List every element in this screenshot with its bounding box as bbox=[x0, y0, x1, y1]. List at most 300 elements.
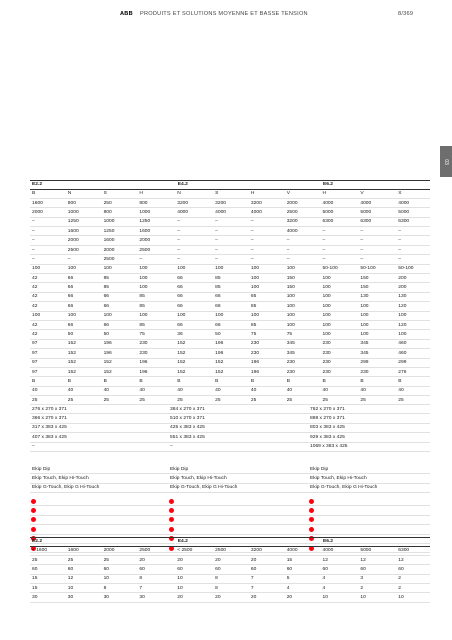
dimensions-section bbox=[30, 405, 430, 452]
bottom-cell: 10 bbox=[396, 593, 430, 602]
trip-cell: Ekip G-Touch, Ekip G Hi-Touch bbox=[32, 485, 100, 491]
bottom-cell: 60 bbox=[137, 565, 175, 574]
main-cell: B bbox=[102, 377, 138, 386]
section-tab: 03 bbox=[440, 146, 452, 177]
main-cell: 1600 bbox=[66, 227, 102, 236]
availability-dot-icon bbox=[169, 527, 174, 532]
availability-dot-icon bbox=[31, 499, 36, 504]
main-cell: 345 bbox=[358, 339, 396, 348]
main-cell: 97 bbox=[30, 358, 66, 367]
main-cell: 50-100 bbox=[358, 264, 396, 273]
main-cell: 230 bbox=[320, 339, 358, 348]
availability-dot-icon bbox=[309, 499, 314, 504]
main-cell: 150 bbox=[285, 274, 321, 283]
bottom-group-header bbox=[30, 538, 430, 547]
main-row bbox=[30, 302, 430, 311]
main-cell: 800 bbox=[137, 198, 175, 207]
main-cell: 460 bbox=[396, 339, 430, 348]
bottom-cell: 12 bbox=[358, 555, 396, 564]
main-cell: 152 bbox=[175, 339, 213, 348]
main-cell: 460 bbox=[396, 349, 430, 358]
main-cell: 100 bbox=[66, 264, 102, 273]
main-cell: 200 bbox=[396, 274, 430, 283]
bottom-cell: 60 bbox=[285, 565, 321, 574]
main-cell: 2500 bbox=[102, 255, 138, 264]
main-cell: 230 bbox=[285, 367, 321, 376]
main-cell: 196 bbox=[213, 349, 249, 358]
main-cell: 100 bbox=[320, 311, 358, 320]
availability-dot-icon bbox=[169, 517, 174, 522]
bottom-cell: 60 bbox=[102, 565, 138, 574]
trip-cell: Ekip Touch, Ekip Hi-Touch bbox=[32, 475, 89, 481]
bottom-cell: 60 bbox=[66, 565, 102, 574]
main-cell: 4000 bbox=[175, 208, 213, 217]
main-cell: 3200 bbox=[249, 198, 285, 207]
bottom-cell: 20 bbox=[175, 555, 213, 564]
bottom-cell: 4 bbox=[320, 584, 358, 593]
bottom-row bbox=[30, 546, 430, 555]
dims-cell: 762 x 270 x 371 bbox=[310, 406, 345, 412]
bottom-cell: 15 bbox=[30, 584, 66, 593]
main-cell: – bbox=[358, 245, 396, 254]
main-cell: 2500 bbox=[285, 208, 321, 217]
main-cell: 2000 bbox=[285, 198, 321, 207]
dims-cell: 366 x 270 x 371 bbox=[32, 415, 67, 421]
bottom-cell: < 2500 bbox=[175, 546, 213, 555]
bottom-group-2: E6.2 bbox=[320, 538, 430, 547]
main-cell: 100 bbox=[249, 311, 285, 320]
main-cell: 100 bbox=[285, 302, 321, 311]
main-cell: N bbox=[66, 189, 102, 198]
main-cell: 25 bbox=[175, 396, 213, 405]
main-cell: 100 bbox=[137, 274, 175, 283]
main-cell: 25 bbox=[137, 396, 175, 405]
main-cell: 230 bbox=[285, 358, 321, 367]
main-cell: 196 bbox=[213, 339, 249, 348]
main-cell: 1250 bbox=[137, 217, 175, 226]
availability-dot-icon bbox=[169, 508, 174, 513]
main-cell: 4000 bbox=[213, 208, 249, 217]
bottom-cell: 5 bbox=[285, 574, 321, 583]
availability-dot-icon bbox=[309, 508, 314, 513]
availability-dot-icon bbox=[309, 517, 314, 522]
bottom-cell: 20 bbox=[175, 593, 213, 602]
main-cell: 1250 bbox=[66, 217, 102, 226]
main-cell: 42 bbox=[30, 283, 66, 292]
main-cell: 152 bbox=[175, 367, 213, 376]
main-cell: 4000 bbox=[249, 208, 285, 217]
main-cell: 800 bbox=[102, 208, 138, 217]
main-cell: 196 bbox=[249, 367, 285, 376]
bottom-cell: 8 bbox=[213, 574, 249, 583]
main-cell: – bbox=[213, 227, 249, 236]
bottom-cell: 2 bbox=[358, 584, 396, 593]
main-cell: 150 bbox=[358, 283, 396, 292]
main-cell: 196 bbox=[137, 358, 175, 367]
main-cell: – bbox=[30, 245, 66, 254]
main-cell: 1000 bbox=[137, 208, 175, 217]
main-cell: B bbox=[30, 377, 66, 386]
main-cell: 100 bbox=[249, 283, 285, 292]
bottom-cell: 20 bbox=[137, 555, 175, 564]
main-row bbox=[30, 339, 430, 348]
bottom-cell: 7 bbox=[137, 584, 175, 593]
main-group-1: E4.2 bbox=[175, 181, 320, 190]
main-cell: – bbox=[249, 245, 285, 254]
main-cell: 40 bbox=[285, 386, 321, 395]
main-cell: 100 bbox=[137, 311, 175, 320]
main-cell: – bbox=[249, 227, 285, 236]
main-cell: 130 bbox=[358, 292, 396, 301]
main-cell: B bbox=[285, 377, 321, 386]
bottom-cell: 10 bbox=[66, 584, 102, 593]
main-cell: 85 bbox=[249, 320, 285, 329]
bottom-cell: 15 bbox=[30, 574, 66, 583]
bottom-cell: 8 bbox=[137, 574, 175, 583]
main-cell: 1000 bbox=[66, 208, 102, 217]
bottom-cell: 20 bbox=[285, 593, 321, 602]
main-cell: V bbox=[358, 189, 396, 198]
main-cell: 75 bbox=[249, 330, 285, 339]
main-cell: B bbox=[66, 377, 102, 386]
main-cell: 250 bbox=[102, 198, 138, 207]
main-cell: – bbox=[396, 236, 430, 245]
main-cell: 299 bbox=[396, 358, 430, 367]
bottom-cell: 8 bbox=[213, 584, 249, 593]
main-cell: 25 bbox=[249, 396, 285, 405]
main-cell: 100 bbox=[285, 320, 321, 329]
main-cell: 130 bbox=[396, 292, 430, 301]
main-cell: 66 bbox=[66, 283, 102, 292]
main-cell: 152 bbox=[66, 349, 102, 358]
main-cell: 66 bbox=[213, 292, 249, 301]
main-row bbox=[30, 349, 430, 358]
bottom-cell: 8 bbox=[102, 584, 138, 593]
trip-cell: Ekip Touch, Ekip Hi-Touch bbox=[170, 475, 227, 481]
main-cell: 2000 bbox=[137, 236, 175, 245]
main-cell: – bbox=[175, 236, 213, 245]
main-cell: H bbox=[137, 189, 175, 198]
main-cell: 4000 bbox=[285, 227, 321, 236]
main-cell: 152 bbox=[66, 367, 102, 376]
main-cell: 152 bbox=[175, 349, 213, 358]
main-cell: 66 bbox=[175, 283, 213, 292]
main-cell: – bbox=[358, 255, 396, 264]
main-cell: 25 bbox=[30, 396, 66, 405]
main-cell: – bbox=[213, 217, 249, 226]
main-cell: 66 bbox=[175, 292, 213, 301]
bottom-cell: 12 bbox=[396, 555, 430, 564]
main-cell: 6300 bbox=[358, 217, 396, 226]
main-cell: 97 bbox=[30, 349, 66, 358]
main-cell: 97 bbox=[30, 339, 66, 348]
main-cell: B bbox=[137, 377, 175, 386]
bottom-cell: 10 bbox=[175, 574, 213, 583]
main-cell: 200 bbox=[396, 283, 430, 292]
main-cell: 100 bbox=[358, 302, 396, 311]
main-cell: 100 bbox=[396, 311, 430, 320]
bottom-row bbox=[30, 574, 430, 583]
main-cell: 4000 bbox=[396, 198, 430, 207]
bottom-cell: 30 bbox=[102, 593, 138, 602]
main-cell: – bbox=[320, 236, 358, 245]
main-cell: 100 bbox=[102, 264, 138, 273]
bottom-row bbox=[30, 584, 430, 593]
bottom-row bbox=[30, 565, 430, 574]
main-cell: 100 bbox=[285, 292, 321, 301]
bottom-cell: 4000 bbox=[320, 546, 358, 555]
main-cell: 42 bbox=[30, 302, 66, 311]
main-cell: 5000 bbox=[358, 208, 396, 217]
main-row bbox=[30, 208, 430, 217]
bottom-cell: 20 bbox=[249, 555, 285, 564]
main-cell: 66 bbox=[66, 302, 102, 311]
main-cell: 100 bbox=[175, 264, 213, 273]
dims-cell: 929 x 383 x 425 bbox=[310, 434, 345, 440]
main-cell: – bbox=[30, 255, 66, 264]
main-cell: 100 bbox=[358, 320, 396, 329]
main-cell: – bbox=[249, 217, 285, 226]
main-cell: 100 bbox=[320, 302, 358, 311]
main-cell: – bbox=[320, 227, 358, 236]
main-cell: 42 bbox=[30, 274, 66, 283]
main-cell: 100 bbox=[249, 264, 285, 273]
main-cell: S bbox=[213, 189, 249, 198]
main-cell: – bbox=[396, 255, 430, 264]
bottom-cell: 10 bbox=[320, 593, 358, 602]
dims-row bbox=[30, 405, 430, 414]
main-cell: – bbox=[285, 236, 321, 245]
bottom-cell: 12 bbox=[320, 555, 358, 564]
main-cell: – bbox=[358, 236, 396, 245]
main-row bbox=[30, 198, 430, 207]
main-group-2: E6.2 bbox=[320, 181, 430, 190]
main-cell: 85 bbox=[213, 274, 249, 283]
bottom-cell: 4 bbox=[320, 574, 358, 583]
dims-cell: 551 x 383 x 425 bbox=[170, 434, 205, 440]
main-cell: 50 bbox=[213, 330, 249, 339]
main-cell: 40 bbox=[137, 386, 175, 395]
availability-dot-icon bbox=[31, 508, 36, 513]
main-cell: 40 bbox=[249, 386, 285, 395]
trip-units-section bbox=[30, 465, 430, 493]
dims-cell: 510 x 270 x 371 bbox=[170, 415, 205, 421]
bottom-cell: 2 bbox=[396, 584, 430, 593]
bottom-cell: 10 bbox=[175, 584, 213, 593]
trip-cell: Ekip Touch, Ekip Hi-Touch bbox=[310, 475, 367, 481]
main-cell: 100 bbox=[320, 274, 358, 283]
dims-cell: 1069 x 383 x 425 bbox=[310, 444, 348, 450]
main-cell: 152 bbox=[213, 358, 249, 367]
main-cell: 152 bbox=[66, 358, 102, 367]
main-cell: 40 bbox=[320, 386, 358, 395]
main-cell: 100 bbox=[358, 330, 396, 339]
bottom-cell: 2 bbox=[396, 574, 430, 583]
trip-cell: Ekip G-Touch, Ekip G Hi-Touch bbox=[170, 485, 238, 491]
main-cell: 2500 bbox=[137, 245, 175, 254]
bottom-group-1: E4.2 bbox=[175, 538, 320, 547]
main-cell: 66 bbox=[102, 302, 138, 311]
dims-cell: – bbox=[32, 444, 35, 450]
bottom-row bbox=[30, 555, 430, 564]
main-row bbox=[30, 311, 430, 320]
dot-row bbox=[30, 525, 430, 534]
main-cell: – bbox=[213, 255, 249, 264]
main-cell: 66 bbox=[66, 274, 102, 283]
page-number: 8/369 bbox=[398, 11, 414, 17]
main-cell: – bbox=[396, 245, 430, 254]
availability-dot-icon bbox=[31, 517, 36, 522]
main-cell: B bbox=[213, 377, 249, 386]
main-cell: 120 bbox=[396, 320, 430, 329]
main-cell: 100 bbox=[30, 311, 66, 320]
bottom-cell: 60 bbox=[30, 565, 66, 574]
main-cell: – bbox=[396, 227, 430, 236]
main-cell: 25 bbox=[102, 396, 138, 405]
main-cell: 40 bbox=[213, 386, 249, 395]
main-cell: 85 bbox=[213, 283, 249, 292]
main-cell: 40 bbox=[358, 386, 396, 395]
bottom-cell: 20 bbox=[249, 593, 285, 602]
bottom-cell: 30 bbox=[137, 593, 175, 602]
main-cell: – bbox=[175, 227, 213, 236]
main-cell: 196 bbox=[137, 367, 175, 376]
main-cell: – bbox=[66, 255, 102, 264]
main-cell: 66 bbox=[102, 320, 138, 329]
brand-logo: ABB bbox=[120, 11, 133, 17]
main-cell: 1600 bbox=[30, 198, 66, 207]
dims-cell: 888 x 270 x 371 bbox=[310, 415, 345, 421]
main-cell: 3200 bbox=[213, 198, 249, 207]
main-cell: B bbox=[30, 189, 66, 198]
availability-dot-icon bbox=[169, 499, 174, 504]
main-cell: 50-100 bbox=[320, 264, 358, 273]
header-subtitle: PRODUITS ET SOLUTIONS MOYENNE ET BASSE TENSION bbox=[140, 11, 308, 17]
bottom-cell: 4 bbox=[285, 584, 321, 593]
main-cell: 25 bbox=[66, 396, 102, 405]
main-cell: – bbox=[320, 245, 358, 254]
main-cell: 100 bbox=[249, 274, 285, 283]
main-cell: 230 bbox=[320, 367, 358, 376]
bottom-spec-table bbox=[30, 537, 430, 603]
bottom-cell: 2000 bbox=[102, 546, 138, 555]
main-cell: – bbox=[358, 227, 396, 236]
bottom-cell: 20 bbox=[213, 555, 249, 564]
bottom-cell: 2500 bbox=[213, 546, 249, 555]
main-cell: 66 bbox=[175, 320, 213, 329]
main-cell: 3200 bbox=[175, 198, 213, 207]
dims-cell: 425 x 383 x 425 bbox=[170, 425, 205, 431]
bottom-cell: 30 bbox=[30, 593, 66, 602]
main-row bbox=[30, 236, 430, 245]
main-cell: 42 bbox=[30, 330, 66, 339]
bottom-cell: 7 bbox=[249, 574, 285, 583]
main-cell: – bbox=[213, 236, 249, 245]
main-cell: 100 bbox=[358, 311, 396, 320]
trip-cell: Ekip Dip bbox=[170, 466, 189, 472]
main-cell: 100 bbox=[320, 292, 358, 301]
main-row bbox=[30, 255, 430, 264]
bottom-cell: 60 bbox=[175, 565, 213, 574]
main-cell: 85 bbox=[137, 302, 175, 311]
main-cell: 40 bbox=[66, 386, 102, 395]
main-group-header bbox=[30, 181, 430, 190]
main-cell: 66 bbox=[213, 302, 249, 311]
main-cell: – bbox=[30, 227, 66, 236]
main-cell: – bbox=[249, 255, 285, 264]
main-cell: X bbox=[396, 189, 430, 198]
bottom-cell: 60 bbox=[396, 565, 430, 574]
main-cell: B bbox=[249, 377, 285, 386]
main-cell: 100 bbox=[320, 330, 358, 339]
bottom-cell: 30 bbox=[66, 593, 102, 602]
main-cell: 40 bbox=[175, 386, 213, 395]
main-cell: 6300 bbox=[320, 217, 358, 226]
main-cell: 4000 bbox=[358, 198, 396, 207]
bottom-cell: 25 bbox=[102, 555, 138, 564]
main-cell: 85 bbox=[249, 302, 285, 311]
main-cell: 276 bbox=[396, 367, 430, 376]
main-cell: 1000 bbox=[102, 217, 138, 226]
main-row bbox=[30, 264, 430, 273]
trip-row bbox=[30, 484, 430, 493]
main-cell: 100 bbox=[213, 264, 249, 273]
main-cell: 230 bbox=[358, 367, 396, 376]
main-cell: 120 bbox=[396, 302, 430, 311]
main-cell: 75 bbox=[285, 330, 321, 339]
main-row bbox=[30, 245, 430, 254]
main-cell: 230 bbox=[320, 358, 358, 367]
bottom-cell: 60 bbox=[249, 565, 285, 574]
bottom-cell: 3200 bbox=[249, 546, 285, 555]
trip-cell: Ekip Dip bbox=[310, 466, 329, 472]
main-row bbox=[30, 330, 430, 339]
main-cell: 152 bbox=[102, 367, 138, 376]
main-cell: 100 bbox=[102, 311, 138, 320]
main-cell: H bbox=[249, 189, 285, 198]
main-cell: 25 bbox=[396, 396, 430, 405]
main-spec-table bbox=[30, 180, 430, 405]
bottom-cell: 6300 bbox=[396, 546, 430, 555]
main-row bbox=[30, 367, 430, 376]
main-cell: – bbox=[213, 245, 249, 254]
main-cell: 2000 bbox=[66, 236, 102, 245]
bottom-cell: 60 bbox=[320, 565, 358, 574]
main-cell: 66 bbox=[66, 292, 102, 301]
bottom-cell: 4000 bbox=[285, 546, 321, 555]
main-cell: B bbox=[358, 377, 396, 386]
main-cell: 75 bbox=[137, 330, 175, 339]
main-row bbox=[30, 396, 430, 405]
bottom-cell: 15 bbox=[285, 555, 321, 564]
main-cell: 25 bbox=[213, 396, 249, 405]
availability-dot-icon bbox=[31, 527, 36, 532]
main-cell: 85 bbox=[137, 320, 175, 329]
main-cell: – bbox=[285, 245, 321, 254]
main-cell: 800 bbox=[66, 198, 102, 207]
bottom-cell: 25 bbox=[30, 555, 66, 564]
main-cell: 85 bbox=[102, 274, 138, 283]
main-cell: 196 bbox=[249, 358, 285, 367]
main-cell: S bbox=[102, 189, 138, 198]
main-cell: 2500 bbox=[66, 245, 102, 254]
main-row bbox=[30, 292, 430, 301]
main-cell: 152 bbox=[66, 339, 102, 348]
dot-row bbox=[30, 497, 430, 506]
main-cell: 2000 bbox=[30, 208, 66, 217]
trip-cell: Ekip G-Touch, Ekip G Hi-Touch bbox=[310, 485, 378, 491]
bottom-cell: 10 bbox=[102, 574, 138, 583]
